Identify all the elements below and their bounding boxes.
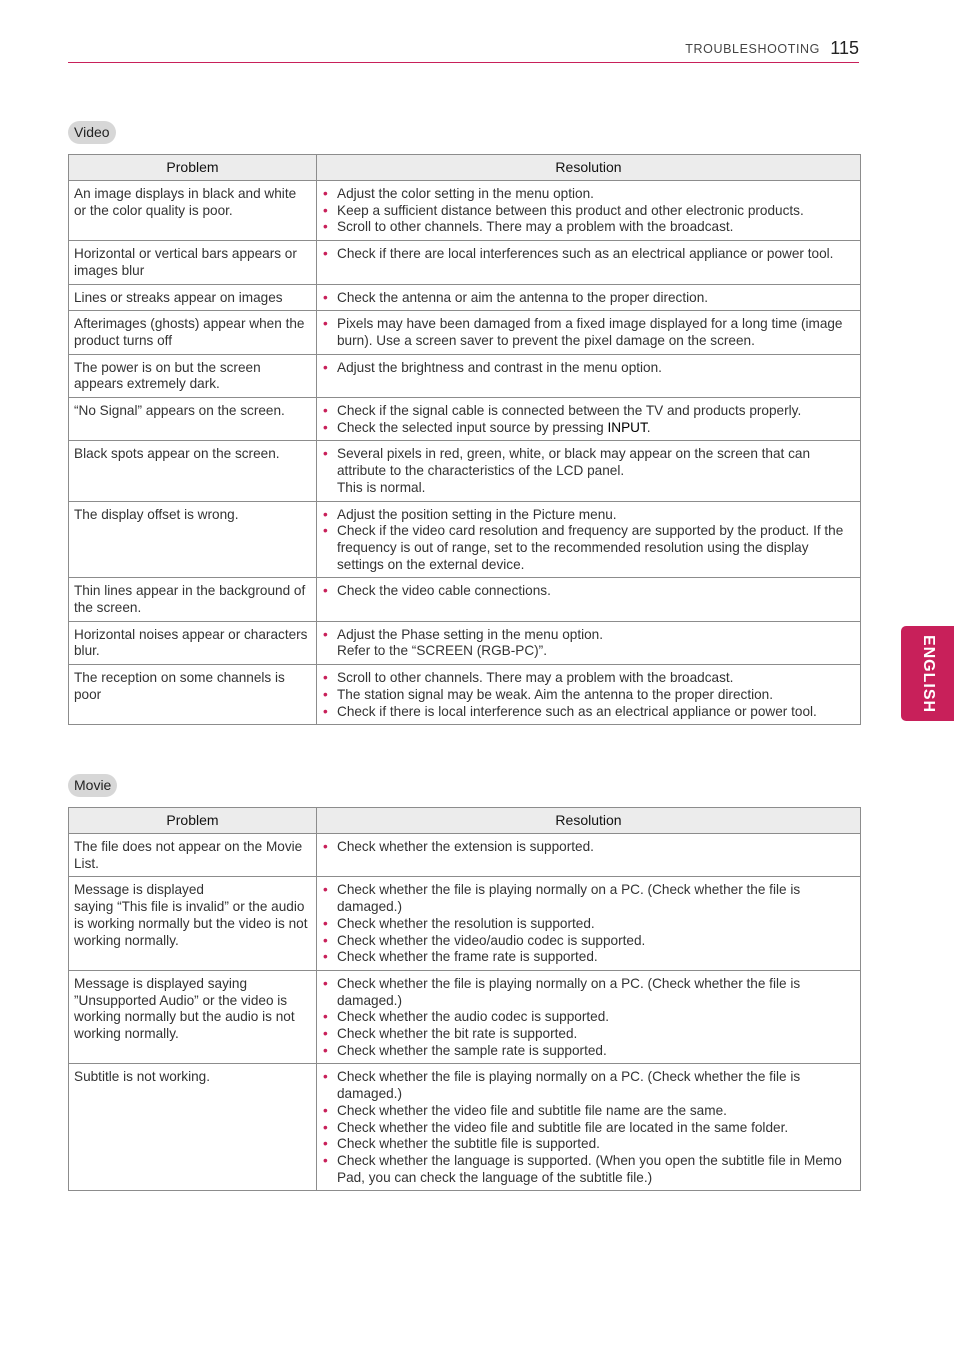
resolution-cell — [317, 621, 861, 664]
resolution-cell — [317, 354, 861, 397]
bullet-dot-icon: • — [323, 949, 328, 965]
resolution-text: Check whether the frame rate is supported. — [337, 949, 598, 965]
movie-section-label: Movie — [68, 774, 117, 797]
resolution-cell — [317, 1064, 861, 1191]
resolution-text: Check whether the extension is supported. — [337, 839, 594, 854]
list-item — [323, 949, 855, 966]
resolution-text: Check whether the file is playing normally on a PC. (Check whether the file is damaged.) — [337, 882, 801, 915]
video-section-label: Video — [68, 121, 116, 144]
list-item — [323, 670, 855, 687]
list-item — [323, 446, 855, 496]
resolution-cell — [317, 311, 861, 354]
resolution-text: Scroll to other channels. There may a problem with the broadcast. — [337, 219, 734, 235]
list-item — [323, 246, 855, 263]
list-item — [323, 289, 855, 307]
list-item — [323, 1102, 855, 1120]
resolution-cell — [317, 241, 861, 284]
problem-column-header: Problem — [69, 808, 317, 834]
resolution-text: Check whether the resolution is supported. — [337, 915, 595, 931]
list-item — [323, 1119, 855, 1137]
resolution-cell — [317, 970, 861, 1064]
resolution-cell — [317, 578, 861, 621]
table-row — [69, 311, 861, 354]
list-item — [323, 419, 855, 437]
resolution-text: Check the video cable connections. — [337, 583, 551, 599]
resolution-cell — [317, 398, 861, 441]
bullet-dot-icon: • — [323, 1119, 328, 1135]
resolution-text: Check whether the file is playing normally on a PC. (Check whether the file is damaged.) — [337, 975, 801, 1008]
list-item — [323, 686, 855, 704]
bullet-dot-icon: • — [323, 186, 328, 201]
resolution-text: Check whether the sample rate is supported. — [337, 1042, 607, 1058]
resolution-text: Check if there is local interference such as an electrical appliance or power tool. — [337, 703, 817, 719]
resolution-note: This is normal. — [337, 479, 426, 495]
resolution-cell — [317, 284, 861, 311]
problem-cell: Horizontal noises appear or characters blur. — [69, 621, 317, 664]
bullet-dot-icon: • — [323, 932, 328, 948]
resolution-cell — [317, 501, 861, 578]
resolution-cell — [317, 665, 861, 725]
resolution-text: Check whether the bit rate is supported. — [337, 1026, 578, 1042]
table-row — [69, 241, 861, 284]
page-number: 115 — [830, 38, 859, 58]
list-item — [323, 626, 855, 660]
bullet-dot-icon: • — [323, 1009, 328, 1025]
problem-cell: Lines or streaks appear on images — [69, 284, 317, 311]
resolution-column-header: Resolution — [317, 155, 861, 181]
resolution-cell — [317, 877, 861, 971]
resolution-text: Adjust the color setting in the menu option. — [337, 186, 594, 201]
resolution-text-suffix: . — [646, 419, 651, 435]
resolution-text: Adjust the position setting in the Picture menu. — [337, 506, 617, 522]
problem-cell: Black spots appear on the screen. — [69, 441, 317, 501]
problem-cell: An image displays in black and white or the color quality is poor. — [69, 181, 317, 241]
bullet-dot-icon: • — [323, 1069, 328, 1085]
list-item — [323, 506, 855, 524]
movie-troubleshooting-table — [68, 807, 861, 1191]
problem-cell: Thin lines appear in the background of the screen. — [69, 578, 317, 621]
bullet-dot-icon: • — [323, 1042, 328, 1058]
bullet-dot-icon: • — [323, 686, 328, 702]
resolution-text: Check if there are local interferences such as an electrical appliance or power tool. — [337, 246, 834, 262]
list-item — [323, 1026, 855, 1043]
bullet-dot-icon: • — [323, 670, 328, 686]
bullet-dot-icon: • — [323, 915, 328, 931]
bullet-dot-icon: • — [323, 202, 328, 218]
resolution-text: Check whether the file is playing normally on a PC. (Check whether the file is damaged.) — [337, 1069, 801, 1102]
bullet-dot-icon: • — [323, 703, 328, 719]
input-key-label: INPUT — [607, 419, 647, 435]
problem-cell: “No Signal” appears on the screen. — [69, 398, 317, 441]
bullet-dot-icon: • — [323, 359, 328, 375]
resolution-text: Several pixels in red, green, white, or black may appear on the screen that can attribute to the characteristics of the LCD panel. — [337, 446, 811, 479]
bullet-dot-icon: • — [323, 975, 328, 991]
table-row — [69, 398, 861, 441]
list-item — [323, 583, 855, 600]
list-item — [323, 932, 855, 950]
bullet-dot-icon: • — [323, 839, 328, 854]
list-item — [323, 359, 855, 377]
bullet-dot-icon: • — [323, 506, 328, 522]
resolution-text: The station signal may be weak. Aim the antenna to the proper direction. — [337, 686, 774, 702]
table-row — [69, 1064, 861, 1191]
bullet-dot-icon: • — [323, 882, 328, 898]
bullet-dot-icon: • — [323, 1152, 328, 1168]
bullet-dot-icon: • — [323, 1136, 328, 1152]
list-item — [323, 839, 855, 856]
list-item — [323, 882, 855, 915]
list-item — [323, 316, 855, 349]
list-item — [323, 915, 855, 933]
table-row — [69, 621, 861, 664]
list-item — [323, 1009, 855, 1026]
table-row — [69, 284, 861, 311]
list-item — [323, 1136, 855, 1153]
list-item — [323, 186, 855, 203]
resolution-text: Check whether the video file and subtitle file name are the same. — [337, 1102, 727, 1118]
resolution-cell — [317, 834, 861, 877]
resolution-text: Check if the video card resolution and frequency are supported by the product. If the frequency is out of range, set to the recommended resolution using the display settings on the external device. — [337, 523, 844, 572]
list-item — [323, 703, 855, 721]
bullet-dot-icon: • — [323, 523, 328, 539]
problem-cell — [69, 877, 317, 971]
list-item — [323, 219, 855, 236]
problem-cell: Subtitle is not working. — [69, 1064, 317, 1191]
bullet-dot-icon: • — [323, 419, 328, 435]
resolution-text: Check whether the audio codec is supported. — [337, 1009, 610, 1025]
table-row — [69, 501, 861, 578]
problem-text-line: Message is displayed — [74, 882, 204, 898]
resolution-column-header: Resolution — [317, 808, 861, 834]
resolution-text: Adjust the Phase setting in the menu option. — [337, 626, 604, 642]
problem-cell: Afterimages (ghosts) appear when the product turns off — [69, 311, 317, 354]
list-item — [323, 523, 855, 573]
bullet-dot-icon: • — [323, 246, 328, 262]
problem-cell: The display offset is wrong. — [69, 501, 317, 578]
bullet-dot-icon: • — [323, 219, 328, 235]
section-title: TROUBLESHOOTING — [685, 42, 820, 56]
table-row — [69, 441, 861, 501]
resolution-text: Check if the signal cable is connected between the TV and products properly. — [337, 403, 802, 419]
list-item — [323, 1152, 855, 1186]
bullet-dot-icon: • — [323, 1026, 328, 1042]
bullet-dot-icon: • — [323, 626, 328, 642]
resolution-text: Check the selected input source by pressing — [337, 419, 608, 435]
bullet-dot-icon: • — [323, 446, 328, 462]
table-row — [69, 665, 861, 725]
resolution-text: Check whether the language is supported. (When you open the subtitle file in Memo Pad, you can check the language of the subtitle file.) — [337, 1152, 842, 1185]
video-troubleshooting-table — [68, 154, 861, 725]
list-item — [323, 403, 855, 420]
table-row — [69, 877, 861, 971]
resolution-text: Check the antenna or aim the antenna to the proper direction. — [337, 289, 709, 305]
list-item — [323, 1069, 855, 1102]
resolution-note: Refer to the “SCREEN (RGB-PC)”. — [337, 643, 547, 659]
resolution-text: Check whether the video file and subtitle file are located in the same folder. — [337, 1119, 789, 1135]
resolution-text: Scroll to other channels. There may a problem with the broadcast. — [337, 670, 734, 686]
table-row — [69, 834, 861, 877]
bullet-dot-icon: • — [323, 316, 328, 332]
problem-cell: The power is on but the screen appears extremely dark. — [69, 354, 317, 397]
bullet-dot-icon: • — [323, 1102, 328, 1118]
problem-cell: The file does not appear on the Movie List. — [69, 834, 317, 877]
resolution-cell — [317, 441, 861, 501]
problem-column-header: Problem — [69, 155, 317, 181]
list-item — [323, 202, 855, 220]
resolution-text: Check whether the subtitle file is supported. — [337, 1136, 600, 1152]
list-item — [323, 975, 855, 1009]
table-row — [69, 970, 861, 1064]
problem-cell: Message is displayed saying ”Unsupported Audio” or the video is working normally but the audio is not working normally. — [69, 970, 317, 1064]
resolution-text: Check whether the video/audio codec is supported. — [337, 932, 646, 948]
table-row — [69, 354, 861, 397]
table-row — [69, 181, 861, 241]
resolution-text: Keep a sufficient distance between this product and other electronic products. — [337, 202, 804, 218]
resolution-text: Pixels may have been damaged from a fixed image displayed for a long time (image burn). Use a screen saver to prevent the pixel damage on the screen. — [337, 316, 843, 348]
table-header-row — [69, 808, 861, 834]
problem-text: saying “This file is invalid” or the audio is working normally but the video is not working normally. — [74, 899, 308, 948]
language-tab — [901, 626, 954, 721]
bullet-dot-icon: • — [323, 583, 328, 599]
problem-cell: The reception on some channels is poor — [69, 665, 317, 725]
resolution-cell — [317, 181, 861, 241]
language-tab-label: ENGLISH — [919, 634, 937, 713]
problem-cell: Horizontal or vertical bars appears or images blur — [69, 241, 317, 284]
list-item — [323, 1042, 855, 1060]
page-header — [68, 36, 859, 63]
bullet-dot-icon: • — [323, 289, 328, 305]
resolution-text: Adjust the brightness and contrast in the menu option. — [337, 359, 662, 375]
table-row — [69, 578, 861, 621]
bullet-dot-icon: • — [323, 403, 328, 419]
table-header-row — [69, 155, 861, 181]
